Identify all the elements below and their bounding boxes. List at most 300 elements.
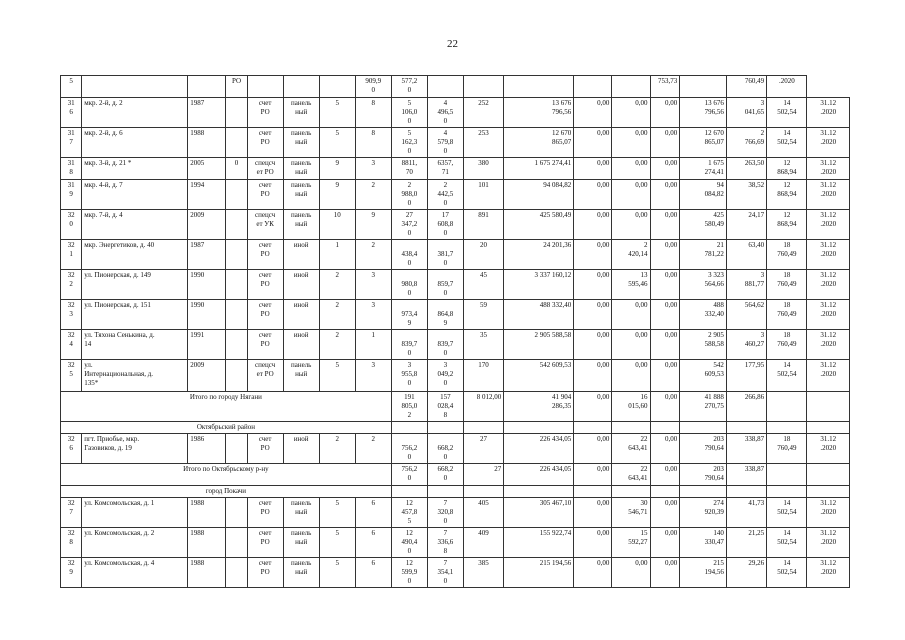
table-cell: [463, 486, 503, 498]
table-cell: 2 766,69: [726, 128, 766, 158]
table-cell: 542 609,53: [504, 360, 574, 392]
table-cell: панель ный: [283, 180, 319, 210]
table-cell: 0,00: [612, 180, 650, 210]
table-cell: 9: [319, 180, 355, 210]
table-cell: 12 868,94: [767, 158, 807, 180]
table-cell: 2009: [188, 210, 226, 240]
table-cell: 2: [319, 330, 355, 360]
table-cell: 32 6: [61, 434, 82, 464]
table-cell: 409: [463, 528, 503, 558]
table-cell: 1988: [188, 498, 226, 528]
table-cell: 0,00: [612, 300, 650, 330]
table-cell: 14 502,54: [767, 128, 807, 158]
table-cell: 31.12 .2020: [807, 330, 850, 360]
table-cell: [680, 486, 727, 498]
table-row: [61, 528, 850, 558]
table-cell: 63,40: [726, 240, 766, 270]
table-cell: мкр. 7-й, д. 4: [82, 210, 188, 240]
table-cell: [612, 486, 650, 498]
table-cell: 0,00: [650, 270, 680, 300]
table-cell: 338,87: [726, 464, 766, 486]
table-cell: 21,25: [726, 528, 766, 558]
table-cell: 20: [463, 240, 503, 270]
table-cell: 3 460,27: [726, 330, 766, 360]
table-cell: спецсч ет РО: [247, 360, 283, 392]
table-cell: 6357, 71: [427, 158, 463, 180]
table-cell: 0,00: [574, 270, 612, 300]
table-cell: 27 347,2 0: [391, 210, 427, 240]
table-cell: 31.12 .2020: [807, 240, 850, 270]
table-cell: 31.12 .2020: [807, 498, 850, 528]
table-cell: 12 868,94: [767, 180, 807, 210]
table-cell: [612, 76, 650, 98]
table-row: [61, 210, 850, 240]
table-cell: 0,00: [574, 128, 612, 158]
table-cell: [807, 392, 850, 422]
table-cell: 0,00: [574, 434, 612, 464]
table-cell: 274 920,39: [680, 498, 727, 528]
table-cell: 35: [463, 330, 503, 360]
table-cell: 30 546,71: [612, 498, 650, 528]
table-cell: 27: [463, 464, 503, 486]
table-cell: 252: [463, 98, 503, 128]
table-cell: 0,00: [612, 128, 650, 158]
table-cell: 756,2 0: [391, 434, 427, 464]
table-cell: 18 760,49: [767, 240, 807, 270]
table-cell: 14 502,54: [767, 98, 807, 128]
table-cell: 0,00: [650, 180, 680, 210]
table-cell: панель ный: [283, 158, 319, 180]
table-cell: 5: [61, 76, 82, 98]
table-cell: [650, 422, 680, 434]
table-cell: 10: [319, 210, 355, 240]
table-cell: 0,00: [574, 158, 612, 180]
section-label: город Покачи: [61, 486, 392, 498]
table-cell: 909,9 0: [355, 76, 391, 98]
table-row: [61, 158, 850, 180]
table-cell: [807, 422, 850, 434]
table-cell: 7 354,1 0: [427, 558, 463, 588]
table-cell: 438,4 0: [391, 240, 427, 270]
table-cell: мкр. 2-й, д. 6: [82, 128, 188, 158]
table-cell: 18 760,49: [767, 270, 807, 300]
table-cell: 17 608,8 0: [427, 210, 463, 240]
table-cell: 1988: [188, 558, 226, 588]
table-cell: 0,00: [574, 392, 612, 422]
table-cell: 0,00: [650, 128, 680, 158]
table-cell: ул. Комсомольская, д. 2: [82, 528, 188, 558]
section-label: Октябрьский район: [61, 422, 392, 434]
table-cell: [680, 76, 727, 98]
table-cell: мкр. 2-й, д. 2: [82, 98, 188, 128]
table-cell: 31.12 .2020: [807, 180, 850, 210]
table-cell: 31.12 .2020: [807, 528, 850, 558]
table-cell: .2020: [767, 76, 807, 98]
table-cell: 3: [355, 158, 391, 180]
table-cell: 1988: [188, 128, 226, 158]
table-cell: [680, 422, 727, 434]
table-cell: 0,00: [574, 558, 612, 588]
table-cell: 1: [355, 330, 391, 360]
table-cell: 8: [355, 98, 391, 128]
table-cell: 668,2 0: [427, 434, 463, 464]
table-cell: РО: [226, 76, 247, 98]
table-cell: 2 442,5 0: [427, 180, 463, 210]
table-cell: счет РО: [247, 498, 283, 528]
table-cell: ул. Интернациональная, д. 135*: [82, 360, 188, 392]
table-cell: 5 106,0 0: [391, 98, 427, 128]
table-cell: 41 888 270,75: [680, 392, 727, 422]
table-cell: 1988: [188, 528, 226, 558]
table-cell: [574, 486, 612, 498]
table-cell: 13 595,46: [612, 270, 650, 300]
table-cell: 31.12 .2020: [807, 300, 850, 330]
table-cell: 0,00: [612, 158, 650, 180]
table-cell: [504, 486, 574, 498]
table-cell: 22 643,41: [612, 434, 650, 464]
table-cell: 2005: [188, 158, 226, 180]
table-cell: 31 9: [61, 180, 82, 210]
table-cell: [767, 464, 807, 486]
section-row: [61, 486, 850, 498]
table-cell: панель ный: [283, 558, 319, 588]
table-cell: 0,00: [612, 330, 650, 360]
table-cell: 2: [319, 300, 355, 330]
table-cell: 18 760,49: [767, 330, 807, 360]
table-cell: спецсч ет УК: [247, 210, 283, 240]
table-cell: 32 1: [61, 240, 82, 270]
table-cell: 215 194,56: [680, 558, 727, 588]
table-cell: 12 490,4 0: [391, 528, 427, 558]
table-cell: 338,87: [726, 434, 766, 464]
table-cell: 0,00: [650, 210, 680, 240]
table-cell: счет РО: [247, 128, 283, 158]
table-cell: 31.12 .2020: [807, 128, 850, 158]
table-cell: [427, 76, 463, 98]
table-cell: 1987: [188, 98, 226, 128]
table-cell: 32 4: [61, 330, 82, 360]
table-cell: 31.12 .2020: [807, 210, 850, 240]
table-cell: панель ный: [283, 210, 319, 240]
total-label: Итого по городу Нягани: [61, 392, 392, 422]
table-cell: 16 015,60: [612, 392, 650, 422]
table-cell: 5: [319, 498, 355, 528]
table-row: [61, 558, 850, 588]
table-cell: [427, 486, 463, 498]
table-cell: 155 922,74: [504, 528, 574, 558]
table-cell: 6: [355, 528, 391, 558]
table-cell: 9: [355, 210, 391, 240]
table-cell: мкр. Энергетиков, д. 40: [82, 240, 188, 270]
table-cell: 2 905 588,58: [504, 330, 574, 360]
table-cell: иной: [283, 330, 319, 360]
table-cell: панель ный: [283, 498, 319, 528]
table-cell: 0,00: [650, 434, 680, 464]
table-cell: 18 760,49: [767, 434, 807, 464]
table-cell: 1987: [188, 240, 226, 270]
table-cell: 226 434,05: [504, 434, 574, 464]
table-cell: 5: [319, 98, 355, 128]
table-cell: 2009: [188, 360, 226, 392]
table-cell: 2 420,14: [612, 240, 650, 270]
table-row: [61, 270, 850, 300]
table-cell: [226, 210, 247, 240]
table-cell: 31.12 .2020: [807, 98, 850, 128]
table-cell: [283, 76, 319, 98]
table-cell: [226, 434, 247, 464]
table-cell: 405: [463, 498, 503, 528]
table-cell: 2: [319, 434, 355, 464]
table-cell: счет РО: [247, 528, 283, 558]
table-cell: 0,00: [574, 330, 612, 360]
table-cell: [504, 422, 574, 434]
table-cell: 226 434,05: [504, 464, 574, 486]
table-cell: 4 496,5 0: [427, 98, 463, 128]
table-cell: 753,73: [650, 76, 680, 98]
table-cell: [226, 240, 247, 270]
table-cell: 13 676 796,56: [504, 98, 574, 128]
table-cell: 5: [319, 558, 355, 588]
table-cell: [767, 486, 807, 498]
table-cell: 3: [355, 360, 391, 392]
table-cell: 385: [463, 558, 503, 588]
table-cell: [463, 76, 503, 98]
table-row: [61, 98, 850, 128]
table-cell: 29,26: [726, 558, 766, 588]
table-cell: 0,00: [650, 330, 680, 360]
table-cell: 101: [463, 180, 503, 210]
table-cell: 31.12 .2020: [807, 558, 850, 588]
table-cell: иной: [283, 240, 319, 270]
table-row: [61, 180, 850, 210]
table-cell: 3 041,65: [726, 98, 766, 128]
table-cell: 14 502,54: [767, 528, 807, 558]
table-cell: [226, 330, 247, 360]
table-cell: [226, 558, 247, 588]
table-cell: 32 2: [61, 270, 82, 300]
table-cell: 263,50: [726, 158, 766, 180]
table-cell: 21 781,22: [680, 240, 727, 270]
table-cell: [226, 180, 247, 210]
table-row: [61, 76, 850, 98]
table-row: [61, 300, 850, 330]
table-cell: 380: [463, 158, 503, 180]
table-cell: 488 332,40: [504, 300, 574, 330]
table-cell: 0,00: [574, 300, 612, 330]
table-cell: панель ный: [283, 128, 319, 158]
table-cell: 177,95: [726, 360, 766, 392]
table-cell: 6: [355, 498, 391, 528]
table-cell: 31.12 .2020: [807, 434, 850, 464]
table-cell: 12 457,8 5: [391, 498, 427, 528]
table-cell: [188, 76, 226, 98]
table-cell: [807, 486, 850, 498]
table-cell: 0,00: [574, 98, 612, 128]
table-cell: 12 868,94: [767, 210, 807, 240]
total-row: [61, 464, 850, 486]
table-cell: 0,00: [612, 210, 650, 240]
table-cell: 0,00: [574, 240, 612, 270]
table-cell: 2: [355, 434, 391, 464]
table-cell: 2 905 588,58: [680, 330, 727, 360]
table-cell: 3 323 564,66: [680, 270, 727, 300]
table-cell: 0,00: [650, 464, 680, 486]
table-cell: счет РО: [247, 330, 283, 360]
table-cell: 15 592,27: [612, 528, 650, 558]
table-cell: пгт. Приобье, мкр. Газовиков, д. 19: [82, 434, 188, 464]
table-cell: 215 194,56: [504, 558, 574, 588]
table-cell: 266,86: [726, 392, 766, 422]
table-cell: 0,00: [574, 528, 612, 558]
table-cell: 0,00: [612, 558, 650, 588]
table-cell: 488 332,40: [680, 300, 727, 330]
table-cell: 0,00: [650, 360, 680, 392]
table-cell: 0,00: [612, 98, 650, 128]
table-cell: 41,73: [726, 498, 766, 528]
table-cell: [574, 422, 612, 434]
table-cell: 24,17: [726, 210, 766, 240]
table-cell: мкр. 4-й, д. 7: [82, 180, 188, 210]
table-cell: 1991: [188, 330, 226, 360]
table-cell: 94 084,82: [504, 180, 574, 210]
table-cell: 0,00: [650, 498, 680, 528]
table-cell: 12 670 865,07: [504, 128, 574, 158]
table-cell: 12 670 865,07: [680, 128, 727, 158]
table-cell: 32 9: [61, 558, 82, 588]
table-cell: иной: [283, 434, 319, 464]
page-number: 22: [447, 38, 458, 50]
table-cell: 2: [319, 270, 355, 300]
table-cell: иной: [283, 270, 319, 300]
total-label: Итого по Октябрьскому р-ну: [61, 464, 392, 486]
table-cell: 12 599,9 0: [391, 558, 427, 588]
table-cell: 59: [463, 300, 503, 330]
table-row: [61, 240, 850, 270]
table-cell: [247, 76, 283, 98]
table-cell: 0,00: [574, 464, 612, 486]
table-cell: [574, 76, 612, 98]
table-row: [61, 360, 850, 392]
table-cell: [226, 528, 247, 558]
table-cell: спецсч ет РО: [247, 158, 283, 180]
table-cell: 1990: [188, 270, 226, 300]
table-cell: 3 881,77: [726, 270, 766, 300]
table-cell: [319, 76, 355, 98]
table-cell: 3 049,2 0: [427, 360, 463, 392]
table-cell: панель ный: [283, 528, 319, 558]
table-cell: 0: [226, 158, 247, 180]
table-cell: 0,00: [574, 210, 612, 240]
table-cell: 9: [319, 158, 355, 180]
table-cell: [226, 360, 247, 392]
table-cell: 760,49: [726, 76, 766, 98]
table-cell: 14 502,54: [767, 498, 807, 528]
table-cell: 5 162,3 0: [391, 128, 427, 158]
table-cell: [463, 422, 503, 434]
table-cell: [612, 422, 650, 434]
table-cell: [226, 270, 247, 300]
table-cell: [726, 486, 766, 498]
table-cell: 5: [319, 360, 355, 392]
table-cell: 668,2 0: [427, 464, 463, 486]
table-cell: 0,00: [650, 392, 680, 422]
table-cell: 8: [355, 128, 391, 158]
table-cell: 31.12 .2020: [807, 360, 850, 392]
table-cell: 1 675 274,41: [504, 158, 574, 180]
table-cell: 577,2 0: [391, 76, 427, 98]
table-cell: счет РО: [247, 240, 283, 270]
section-row: [61, 422, 850, 434]
table-cell: 756,2 0: [391, 464, 427, 486]
table-cell: 140 330,47: [680, 528, 727, 558]
table-cell: 3 955,8 0: [391, 360, 427, 392]
table-cell: 0,00: [650, 528, 680, 558]
table-cell: 1994: [188, 180, 226, 210]
table-cell: 381,7 0: [427, 240, 463, 270]
table-cell: 203 790,64: [680, 434, 727, 464]
table-cell: 1: [319, 240, 355, 270]
table-cell: 2: [355, 240, 391, 270]
table-cell: 0,00: [612, 360, 650, 392]
table-cell: 14 502,54: [767, 360, 807, 392]
table-cell: панель ный: [283, 98, 319, 128]
table-cell: [226, 98, 247, 128]
table-cell: иной: [283, 300, 319, 330]
table-cell: 425 580,49: [680, 210, 727, 240]
table-cell: 0,00: [574, 360, 612, 392]
table-cell: счет РО: [247, 270, 283, 300]
total-row: [61, 392, 850, 422]
table-cell: [226, 498, 247, 528]
table-cell: 0,00: [650, 558, 680, 588]
table-cell: 5: [319, 128, 355, 158]
table-cell: [650, 486, 680, 498]
table-cell: 32 5: [61, 360, 82, 392]
table-cell: 7 320,8 0: [427, 498, 463, 528]
table-cell: 1 675 274,41: [680, 158, 727, 180]
table-cell: [82, 76, 188, 98]
table-cell: 32 0: [61, 210, 82, 240]
table-cell: 0,00: [650, 240, 680, 270]
table-cell: 0,00: [650, 158, 680, 180]
table-cell: счет РО: [247, 98, 283, 128]
table-cell: [767, 392, 807, 422]
table-cell: 32 7: [61, 498, 82, 528]
table-cell: 170: [463, 360, 503, 392]
housing-register-table: [60, 75, 850, 588]
table-cell: 542 609,53: [680, 360, 727, 392]
table-cell: 2: [355, 180, 391, 210]
table-row: [61, 330, 850, 360]
table-row: [61, 498, 850, 528]
table-cell: 0,00: [574, 180, 612, 210]
table-cell: 4 579,8 0: [427, 128, 463, 158]
table-cell: 305 467,10: [504, 498, 574, 528]
table-cell: [427, 422, 463, 434]
table-cell: 6: [355, 558, 391, 588]
table-cell: 2 988,0 0: [391, 180, 427, 210]
table-row: [61, 434, 850, 464]
table-cell: [226, 128, 247, 158]
table-cell: счет РО: [247, 300, 283, 330]
table-row: [61, 128, 850, 158]
table-cell: счет РО: [247, 558, 283, 588]
table-cell: [767, 422, 807, 434]
table-cell: 31.12 .2020: [807, 158, 850, 180]
table-cell: 32 8: [61, 528, 82, 558]
table-cell: ул. Пионерская, д. 149: [82, 270, 188, 300]
table-cell: 22 643,41: [612, 464, 650, 486]
